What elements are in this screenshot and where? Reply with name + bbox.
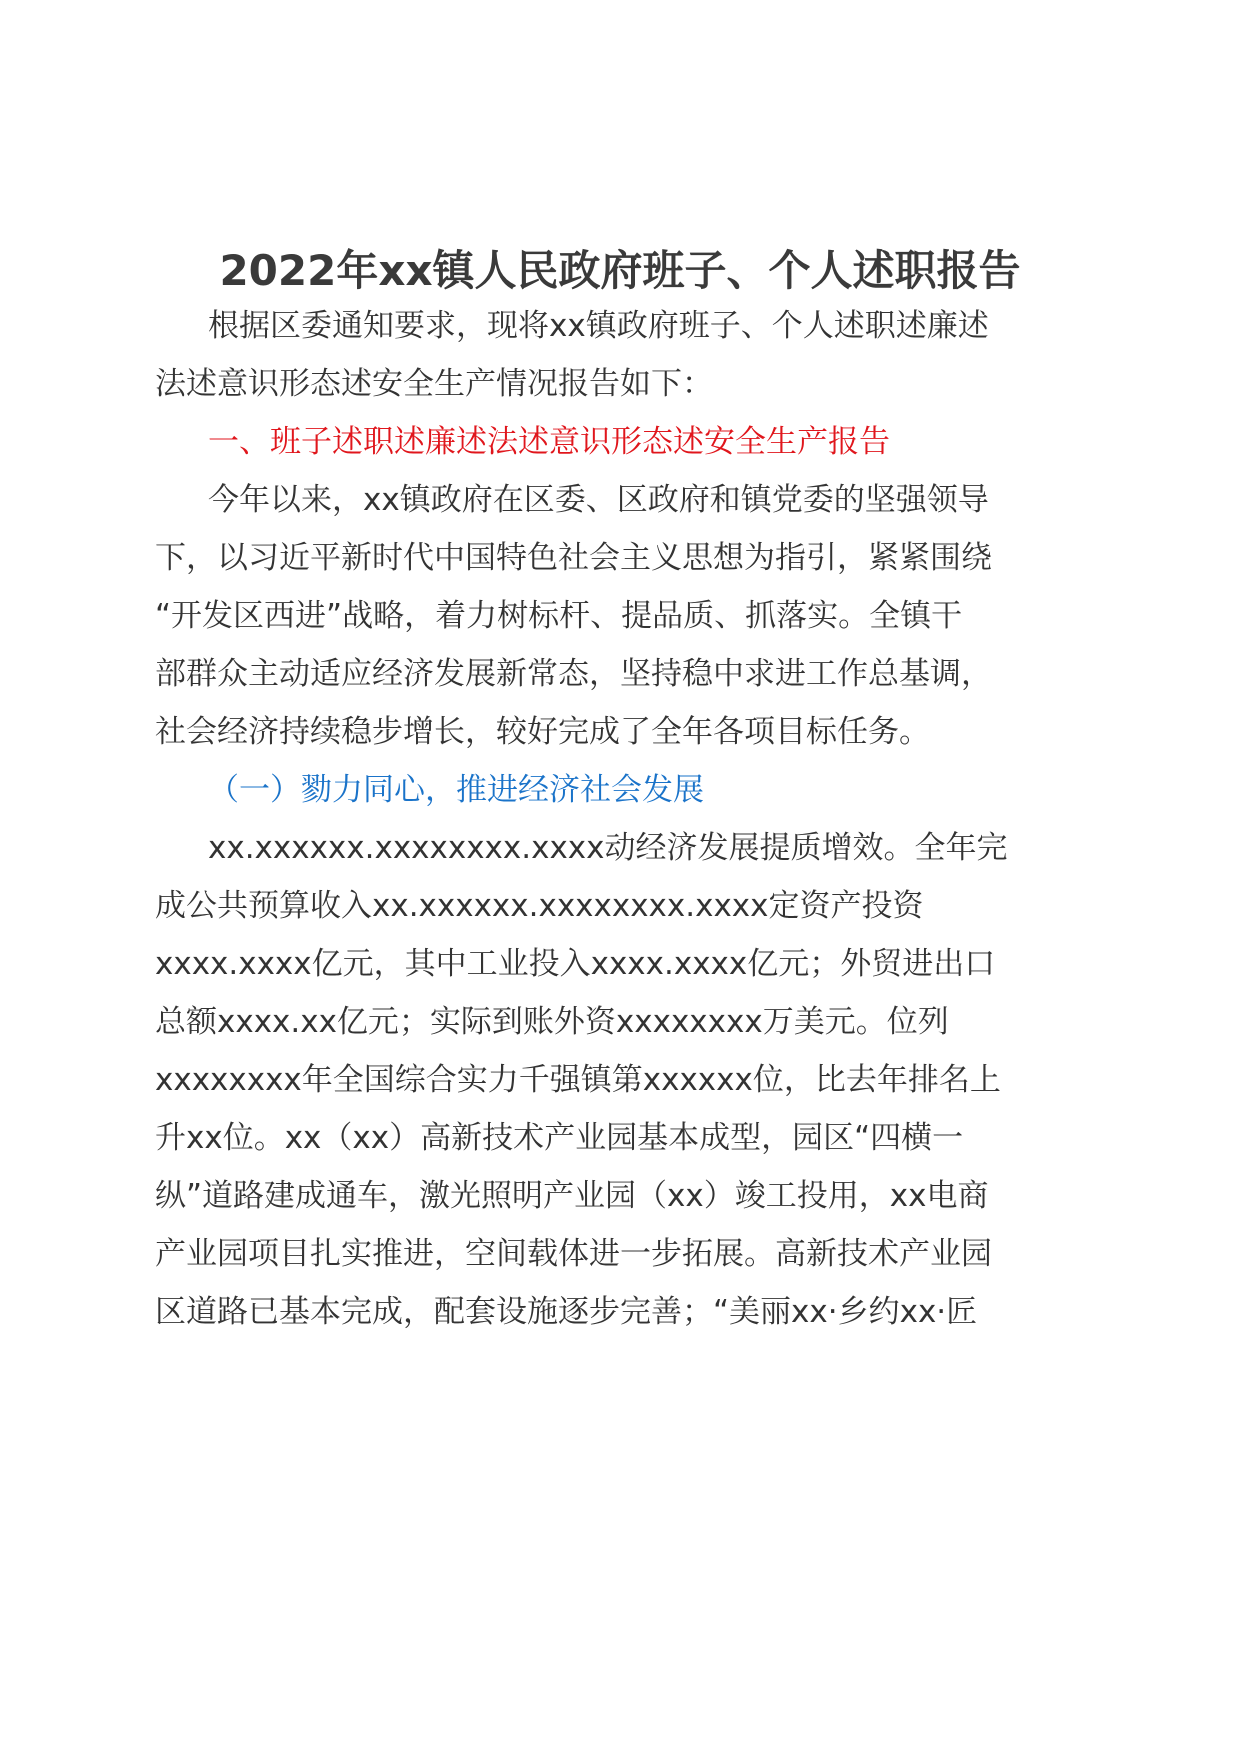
paragraph-1-line-2: 下，以习近平新时代中国特色社会主义思想为指引，紧紧围绕 [155, 540, 992, 576]
paragraph-1-line-5: 社会经济持续稳步增长，较好完成了全年各项目标任务。 [155, 714, 930, 750]
paragraph-2-line-3: xxxx.xxxx亿元，其中工业投入xxxx.xxxx亿元；外贸进出口 [155, 946, 996, 982]
paragraph-2-line-8: 产业园项目扎实推进，空间载体进一步拓展。高新技术产业园 [155, 1236, 992, 1272]
paragraph-intro-line-2: 法述意识形态述安全生产情况报告如下： [155, 366, 713, 402]
paragraph-2-line-9: 区道路已基本完成，配套设施逐步完善；“美丽xx·乡约xx·匠 [155, 1294, 978, 1330]
paragraph-2-line-7: 纵”道路建成通车，激光照明产业园（xx）竣工投用，xx电商 [155, 1178, 989, 1214]
paragraph-2-line-5: xxxxxxxx年全国综合实力千强镇第xxxxxx位，比去年排名上 [155, 1062, 1001, 1098]
paragraph-intro-line-1: 根据区委通知要求，现将xx镇政府班子、个人述职述廉述 [208, 308, 989, 344]
document-title: 2022年xx镇人民政府班子、个人述职报告 [219, 246, 1021, 295]
paragraph-1-line-4: 部群众主动适应经济发展新常态，坚持稳中求进工作总基调， [155, 656, 992, 692]
subsection-heading-1: （一）勠力同心，推进经济社会发展 [208, 772, 704, 808]
paragraph-2-line-4: 总额xxxx.xx亿元；实际到账外资xxxxxxxx万美元。位列 [155, 1004, 949, 1040]
paragraph-2-line-6: 升xx位。xx（xx）高新技术产业园基本成型，园区“四横一 [155, 1120, 964, 1156]
paragraph-1-line-1: 今年以来，xx镇政府在区委、区政府和镇党委的坚强领导 [208, 482, 989, 518]
paragraph-2-line-1: xx.xxxxxx.xxxxxxxx.xxxx动经济发展提质增效。全年完 [208, 830, 1008, 866]
paragraph-1-line-3: “开发区西进”战略，着力树标杆、提品质、抓落实。全镇干 [155, 598, 963, 634]
section-heading-1: 一、班子述职述廉述法述意识形态述安全生产报告 [208, 424, 890, 460]
paragraph-2-line-2: 成公共预算收入xx.xxxxxx.xxxxxxxx.xxxx定资产投资 [155, 888, 924, 924]
